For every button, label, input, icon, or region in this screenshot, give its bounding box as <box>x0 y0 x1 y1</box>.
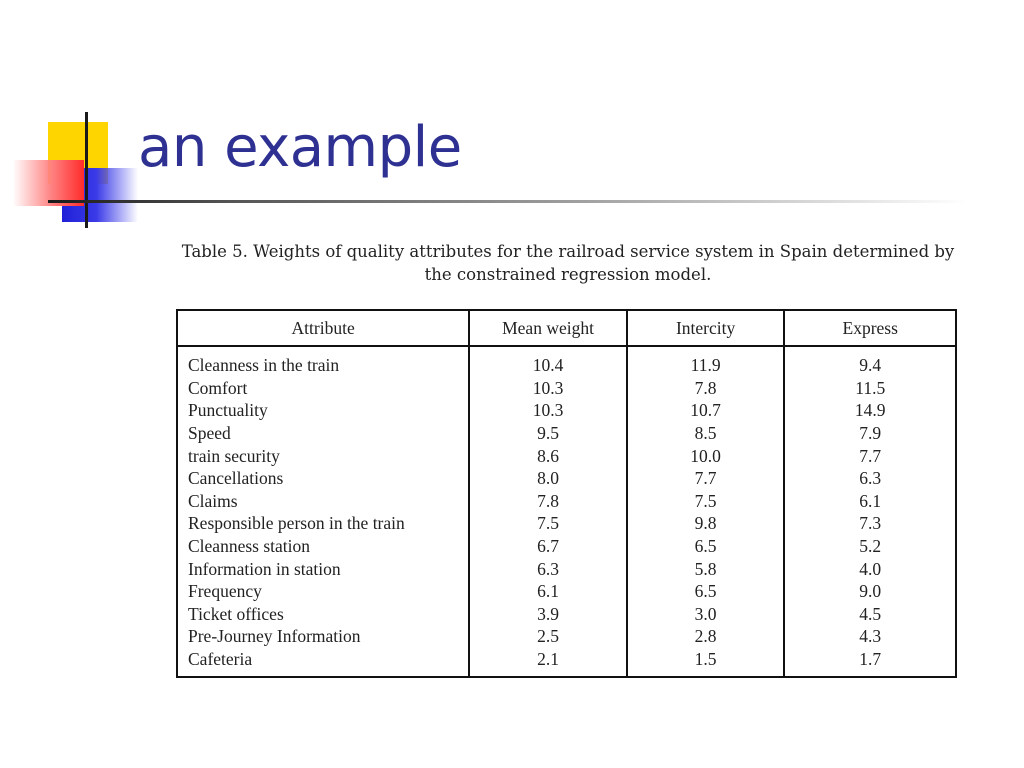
cell-intercity: 7.8 <box>627 377 785 400</box>
cell-intercity: 6.5 <box>627 580 785 603</box>
cell-express: 11.5 <box>784 377 956 400</box>
cell-intercity: 2.8 <box>627 625 785 648</box>
weights-table <box>176 309 957 678</box>
cell-attribute: Comfort <box>188 377 248 398</box>
cell-mean-weight: 6.7 <box>469 535 627 558</box>
cell-intercity: 10.0 <box>627 444 785 467</box>
table-row <box>177 557 956 580</box>
cell-express: 9.4 <box>784 346 956 377</box>
cell-express: 6.3 <box>784 467 956 490</box>
table-row <box>177 377 956 400</box>
cell-intercity: 9.8 <box>627 512 785 535</box>
cell-express: 6.1 <box>784 490 956 513</box>
table-row <box>177 648 956 678</box>
cell-express: 1.7 <box>784 648 956 678</box>
column-header-intercity: Intercity <box>627 310 785 346</box>
cell-mean-weight: 7.5 <box>469 512 627 535</box>
cell-attribute: Frequency <box>188 581 262 602</box>
cell-mean-weight: 2.5 <box>469 625 627 648</box>
cell-express: 7.9 <box>784 422 956 445</box>
cell-attribute: train security <box>188 445 280 466</box>
cell-attribute: Cancellations <box>188 468 284 489</box>
cell-intercity: 7.5 <box>627 490 785 513</box>
cell-express: 14.9 <box>784 399 956 422</box>
table-row <box>177 346 956 377</box>
cell-express: 4.3 <box>784 625 956 648</box>
cell-mean-weight: 2.1 <box>469 648 627 678</box>
cell-attribute: Cleanness in the train <box>188 355 340 376</box>
cell-intercity: 3.0 <box>627 603 785 626</box>
cell-mean-weight: 3.9 <box>469 603 627 626</box>
cell-intercity: 6.5 <box>627 535 785 558</box>
cell-intercity: 8.5 <box>627 422 785 445</box>
cell-mean-weight: 10.3 <box>469 399 627 422</box>
table-row <box>177 603 956 626</box>
table-row <box>177 444 956 467</box>
table-caption: Table 5. Weights of quality attributes for the railroad service system in Spain determined by the constrained regression model. <box>181 242 955 284</box>
column-header-attribute: Attribute <box>177 310 469 346</box>
cell-intercity: 11.9 <box>627 346 785 377</box>
cell-mean-weight: 8.0 <box>469 467 627 490</box>
cell-attribute: Claims <box>188 490 238 511</box>
table-row <box>177 535 956 558</box>
cell-attribute: Ticket offices <box>188 603 284 624</box>
table-row <box>177 399 956 422</box>
cell-mean-weight: 9.5 <box>469 422 627 445</box>
cell-attribute: Information in station <box>188 558 341 579</box>
cell-mean-weight: 10.3 <box>469 377 627 400</box>
table-row <box>177 625 956 648</box>
table-header-row <box>177 310 956 346</box>
table-row <box>177 490 956 513</box>
column-header-express: Express <box>784 310 956 346</box>
column-header-mean-weight: Mean weight <box>469 310 627 346</box>
cell-attribute: Speed <box>188 423 231 444</box>
cell-express: 9.0 <box>784 580 956 603</box>
vertical-rule-decoration <box>85 112 88 228</box>
cell-mean-weight: 7.8 <box>469 490 627 513</box>
cell-intercity: 7.7 <box>627 467 785 490</box>
cell-attribute: Cafeteria <box>188 649 253 670</box>
table-row <box>177 512 956 535</box>
cell-intercity: 5.8 <box>627 557 785 580</box>
cell-attribute: Cleanness station <box>188 536 310 557</box>
cell-express: 4.5 <box>784 603 956 626</box>
cell-intercity: 10.7 <box>627 399 785 422</box>
table-row <box>177 467 956 490</box>
table-row <box>177 422 956 445</box>
cell-mean-weight: 10.4 <box>469 346 627 377</box>
table-row <box>177 580 956 603</box>
cell-mean-weight: 6.1 <box>469 580 627 603</box>
cell-express: 4.0 <box>784 557 956 580</box>
cell-attribute: Pre-Journey Information <box>188 626 361 647</box>
cell-express: 7.7 <box>784 444 956 467</box>
title-underline-rule <box>48 200 968 203</box>
table-body <box>177 346 956 677</box>
cell-express: 5.2 <box>784 535 956 558</box>
slide-title: an example <box>138 115 462 180</box>
cell-intercity: 1.5 <box>627 648 785 678</box>
cell-express: 7.3 <box>784 512 956 535</box>
cell-attribute: Responsible person in the train <box>188 513 405 534</box>
cell-mean-weight: 6.3 <box>469 557 627 580</box>
cell-attribute: Punctuality <box>188 400 268 421</box>
cell-mean-weight: 8.6 <box>469 444 627 467</box>
